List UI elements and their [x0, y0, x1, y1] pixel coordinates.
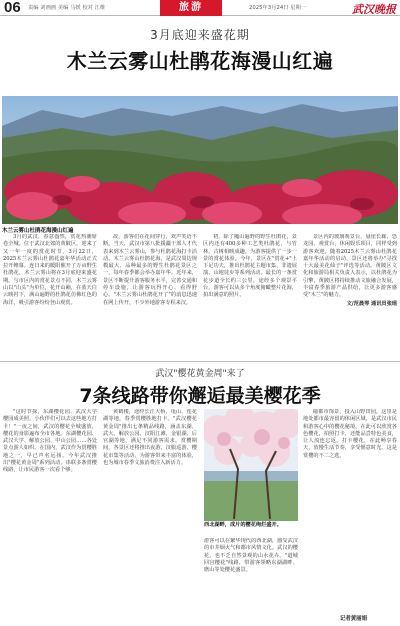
article2-paragraph: 黄鹤楼，途经长江大桥、龟山、莲花湖等地，春季赏樱胜地打卡。"武汉樱花黄金周"推出七条精品线路，涵盖东湖、武大、解放公园、汉阳江滩、金银湖、后官湖等地，满足不同游客需求。赏樱期间，各景区还将推出夜游、汉服巡游、樱花市集等活动，为游客带来丰富的体验，也为城市春季文旅消费注入新活力。: [103, 409, 197, 467]
article2-column: [204, 538, 298, 618]
article1-paragraph: 3月的武汉，春意盎然，赏花热潮席卷全城。位于武汉北郊的黄陂区，迎来了又一年一度的赏花时节。3月22日，2025木兰云雾山杜鹃花嘉年华活动正式拉开帷幕。连日来的暖阳催开了万亩野生杜鹃花，木兰云雾山将在3月底迎来盛花期。与市区内的赏花景点不同，木兰云雾山以"山头"为单位，花开山巅，在蓝天白云映衬下，满山遍野的杜鹃花仿佛红色的海洋，吸引游客纷纷登山观赏。: [3, 234, 97, 306]
article2-byline: 记者黄丽娟: [340, 616, 367, 622]
article2-paragraph: 游客可以在繁华现代的西北湖，感受武汉的市井烟火气和都市风情文化。武汉的樱花，也不乏自然景观的山水花卉。"道城回宫樱花"线路，带游客领略东湖湖畔、磨山等处樱花盛景。: [204, 538, 298, 574]
article2-headline: 7条线路带你邂逅最美樱花季: [79, 385, 321, 407]
article1-body: [3, 234, 397, 358]
article1-column: [303, 234, 397, 358]
article1-column: [3, 234, 97, 358]
azalea-mountain-photo: [2, 96, 398, 224]
article2-column: [3, 409, 97, 619]
article2-paragraph: 磁都市饰景，投入山野田园，这里是地处都市最容留的休闲区域，是武汉市民和游客心中的樱花秘境。在此可以欣赏各色樱花，拍照打卡，还能品尝特色美食，让人流连忘返。打卡樱花，在此畅享春天，放慢生活节奏，享受惬意时光。这是赏樱的不二之选。: [303, 409, 397, 459]
article1-paragraph: 故，游客们在花间穿行，欢声笑语不断。当天，武汉市第八批援疆干部人才代表来到木兰云雾山，参与杜鹃花海打卡活动。木兰云雾山杜鹃花海，是武汉周边规模最大、品种最多的野生杜鹃花景区之一，每年春季都会举办嘉年华。近年来，景区不断提升游客服务水平，完善交通和停车设施，让游客玩得开心、看得舒心。"木兰云雾山杜鹃花开了"的消息迅速在网上传开，不少外地游客专程来汉。: [103, 234, 197, 306]
article-divider: [0, 361, 400, 362]
newspaper-logo: 武汉晚报: [352, 3, 396, 16]
page-header: [0, 0, 400, 16]
section-label: 旅游: [160, 0, 222, 16]
page-number: 06: [4, 0, 21, 16]
article1-headline: 木兰云雾山杜鹃花海漫山红遍: [66, 49, 334, 73]
article1-paragraph: 初，除了魔山遍野的野生杜鹃花，景区内还有400多种工艺类杜鹃花，与竹林、古树相映成趣。为游客提供了一步一景的赏花体验。今年，景区在"赏花+"上下足功夫，推出杜鹃花主题市集、非遗展演、山地徒步等系列活动。最长的一条赏花步道全长约三公里，途经多个观景平台，游客可以从多个角度俯瞰整片花海，拍出满意的照片。: [203, 234, 297, 299]
article2-photo-caption: 西北湖畔，成片的樱花绚烂盛开。: [204, 522, 282, 528]
article2-kicker: 武汉"樱花黄金周"来了: [155, 369, 245, 379]
article2-paragraph: "这时节探，东湖樱花园、武汉大学樱园成美照，小伙伴们可以去这些地方打卡！"一夜之间，武汉的樱花全城盛放，樱花的身影遍布全市各地。东湖樱花园、武汉大学、解放公园、中山公园……各处景点游人如织。在国内，武汉作为赏樱胜地之一，早已声名远扬。今年武汉推出"樱花黄金周"系列活动，串联多条赏樱线路，让市民游客一次看个够。: [3, 409, 97, 474]
article1-column: [103, 234, 197, 358]
issue-date: 2025年3月24日 星期一: [249, 5, 307, 11]
article1-byline: 文/范晨琴 通讯员张瑶: [346, 300, 397, 307]
editor-credits: 责编 刘画画 美编 马媛 校对 江维: [28, 5, 106, 11]
article2-column: [303, 409, 397, 619]
article2-column: [103, 409, 197, 619]
cherry-blossom-photo: [204, 409, 298, 521]
article1-kicker: 3月底迎来盛花期: [150, 28, 250, 42]
article1-column: [203, 234, 297, 358]
article1-paragraph: 景区内的玻璃观景台，悬崖长廊、恐龙园、观赏台，休闲娱乐项目，同样受到游客欢迎。随着2025木兰云雾山杜鹃花嘉年华活动的启动，景区还将举办"寻找十大最美花仙子"评选等活动。黄陂区文化和旅游局相关负责人表示，以杜鹃花为引擎，黄陂区将持续推动文旅融合发展，丰富春季旅游产品供给，让更多游客感受"木兰"的魅力。: [303, 234, 397, 299]
article1-photo-caption: 木兰云雾山杜鹃花海漫山红遍: [2, 228, 74, 234]
